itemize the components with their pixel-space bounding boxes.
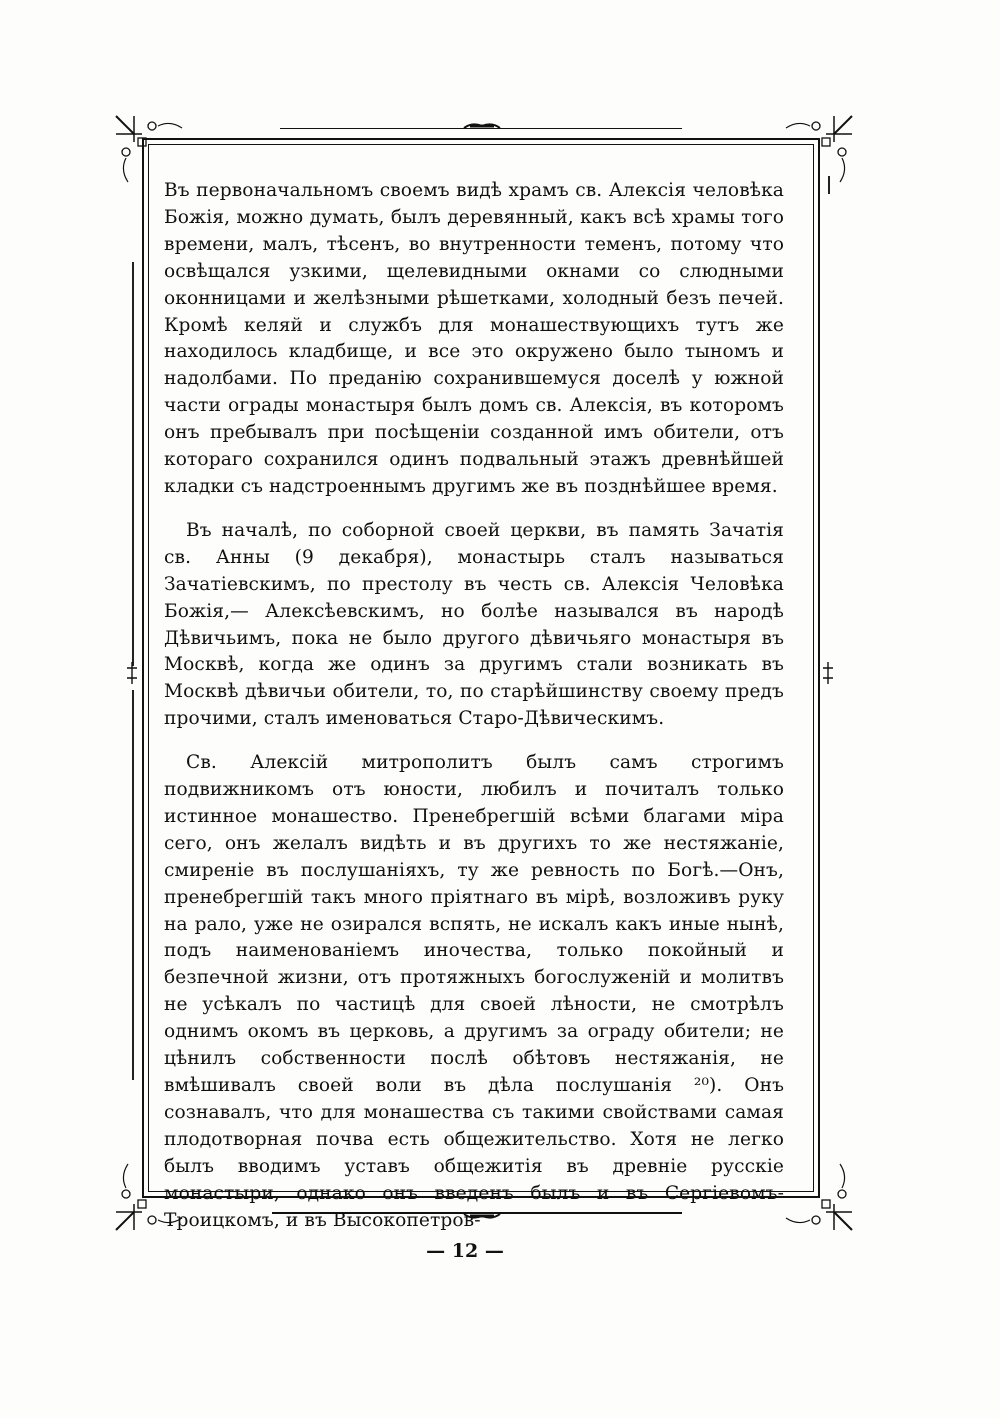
left-margin-ornament-icon bbox=[124, 660, 140, 686]
top-center-flourish-icon bbox=[462, 120, 502, 132]
right-margin-rule bbox=[828, 176, 830, 194]
paragraph-2: Въ началѣ, по соборной своей церкви, въ память Зачатія св. Анны (9 декабря), монастырь сталъ называться Зачатіевскимъ, по престолу въ честь св. Алексія Человѣка Божія,— Алексѣевскимъ, но болѣе назывался въ народѣ Дѣвичьимъ, пока не было другого дѣвичьяго монастыря въ Москвѣ, когда же одинъ за другимъ стали возникать въ Москвѣ дѣвичьи обители, то, по старѣйшинству своему предъ прочими, сталъ именоваться Старо-Дѣвическимъ. bbox=[164, 519, 784, 730]
right-margin-ornament-icon bbox=[820, 660, 836, 686]
page-number: — 12 — bbox=[426, 1240, 504, 1262]
corner-flourish-top-right-icon bbox=[776, 112, 856, 192]
paragraph-3: Св. Алексій митрополитъ былъ самъ строгимъ подвижникомъ отъ юности, любилъ и почиталъ только истинное монашество. Пренебрегшій всѣми благами міра сего, онъ желалъ видѣть и въ другихъ то же нестяжаніе, смиреніе въ послушаніяхъ, ту же ревность по Богѣ.—Онъ, пренебрегшій такъ много пріятнаго въ мірѣ, возложивъ руку на рало, уже не озирался вспять, не искалъ какъ иные нынѣ, подъ наименованіемъ иночества, только покойный и безпечной жизни, отъ протяжныхъ богослуженій и молитвъ не усѣкалъ по частицѣ для своей лѣности, не смотрѣлъ однимъ окомъ въ церковь, а другимъ за ограду обители; не цѣнилъ собственности послѣ обѣтовъ нестяжанія, не вмѣшивалъ своей воли въ дѣла послушанія ²⁰). Онъ сознавалъ, что для монашества съ такими свойствами самая плодотворная почва есть общежительство. Хотя не легко былъ вводимъ уставъ общежитія въ древніе русскіе монастыри, однако онъ введенъ былъ и въ Сергіевомъ-Троицкомъ, и въ Высокопетров- bbox=[164, 752, 784, 1231]
left-margin-rule-bottom bbox=[132, 690, 134, 1080]
corner-flourish-bottom-right-icon bbox=[776, 1154, 856, 1234]
paragraph-1: Въ первоначальномъ своемъ видѣ храмъ св. Алексія человѣка Божія, можно думать, былъ деревянный, какъ всѣ храмы того времени, малъ, тѣсенъ, во внутренности теменъ, потому что освѣщался узкими, щелевидными окнами со слюдными оконницами и желѣзными рѣшетками, холодный безъ печей. Кромѣ келяй и службъ для монашествующихъ тутъ же находилось кладбище, и все это окружено было тыномъ и надолбами. По преданію сохранившемуся доселѣ у южной части ограды монастыря былъ домъ св. Алексія, въ которомъ онъ пребывалъ при посѣщеніи созданной имъ обители, отъ котораго сохранился одинъ подвальный этажъ древнѣйшей кладки съ надстроеннымъ другимъ же въ позднѣйшее время. bbox=[164, 180, 784, 497]
left-margin-rule-top bbox=[132, 262, 134, 666]
main-text-block bbox=[164, 178, 784, 1251]
